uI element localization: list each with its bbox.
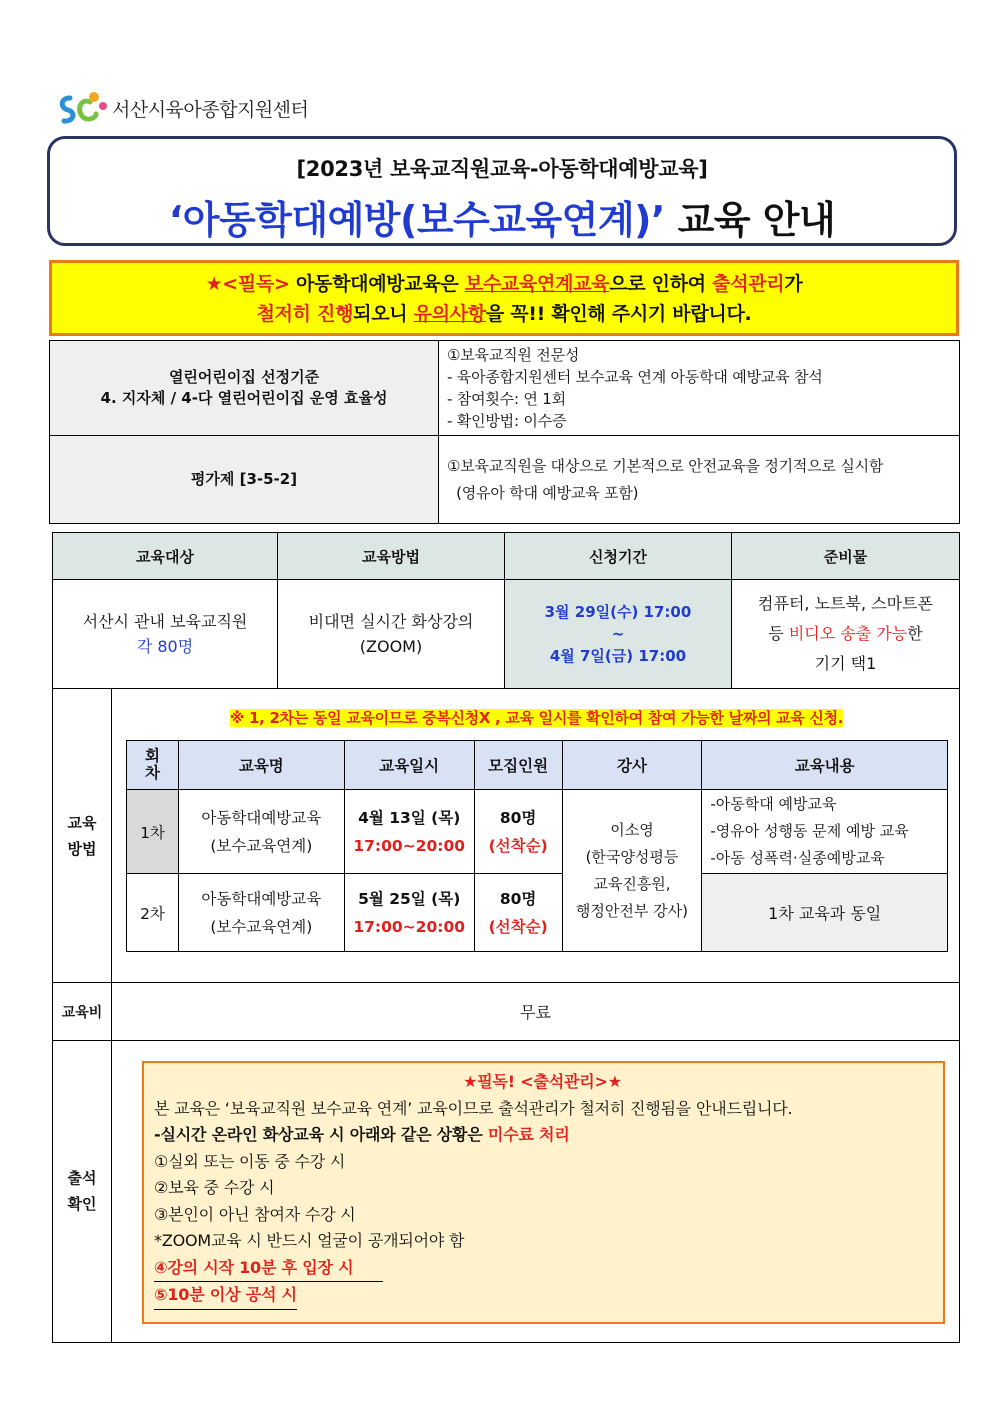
- notice-text: 되오니: [353, 303, 414, 325]
- period-start: 3월 29일(수) 17:00: [544, 603, 692, 621]
- supplies-text: 등: [768, 624, 789, 643]
- target-count: 각 80명: [136, 637, 194, 656]
- capacity-cell: [474, 874, 562, 952]
- target-line: 서산시 관내 보육교직원: [82, 612, 248, 631]
- attendance-label-line: 출석: [67, 1169, 97, 1188]
- instructor-line: 행정안전부 강사): [575, 901, 688, 920]
- criteria-table: [49, 340, 960, 524]
- header-period: 신청기간: [504, 533, 731, 580]
- attendance-label-line: 확인: [67, 1195, 97, 1214]
- name-line: 아동학대예방교육: [201, 889, 322, 908]
- education-info-table: [52, 532, 960, 1343]
- attendance-item: ③본인이 아닌 참여자 수강 시: [154, 1204, 356, 1224]
- page-title-quoted: ‘아동학대예방(보수교육연계)’: [168, 198, 665, 242]
- criteria-value-line: ①보육교직원 전문성: [447, 346, 580, 364]
- capacity-note: (선착순): [488, 836, 548, 855]
- attendance-item-red: [154, 1282, 931, 1310]
- notice-text: 으로 인하여: [609, 273, 713, 295]
- page-title-suffix: 교육 안내: [664, 198, 836, 242]
- attendance-item-red-text: ⑤10분 이상 공석 시: [154, 1282, 297, 1310]
- table-row: [127, 874, 948, 952]
- name-line: (보수교육연계): [210, 917, 313, 936]
- table-row: [53, 580, 960, 689]
- instructor-line: 이소영: [610, 820, 654, 839]
- datetime-cell: [344, 790, 474, 874]
- header-content: 교육내용: [702, 741, 948, 790]
- notice-text: 을 꼭!! 확인해 주시기 바랍니다.: [485, 303, 752, 325]
- criteria-label-line: 4. 지자체 / 4-다 열린어린이집 운영 효율성: [100, 389, 388, 407]
- edu-method-label-line: 교육: [67, 813, 97, 832]
- caution-text: ※ 1, 2차는 동일 교육이므로 중복신청X , 교육 일시를 확인하여 참여 가능한 날짜의 교육 신청.: [229, 709, 844, 727]
- target-cell: [53, 580, 278, 689]
- name-line: 아동학대예방교육: [201, 808, 322, 827]
- supplies-text: 한: [907, 624, 923, 643]
- session-table: [126, 740, 948, 952]
- capacity-cell: [474, 790, 562, 874]
- attendance-intro: 본 교육은 ‘보육교직원 보수교육 연계’ 교육이므로 출석관리가 철저히 진행됨을 안내드립니다.: [154, 1098, 793, 1118]
- capacity-text: 80명: [499, 808, 537, 827]
- fee-value: 무료: [112, 983, 960, 1041]
- content-cell: 1차 교육과 동일: [702, 874, 948, 952]
- date-text: 4월 13일 (목): [358, 808, 461, 827]
- attendance-item: ①실외 또는 이동 중 수강 시: [154, 1151, 346, 1171]
- supplies-line: 기기 택1: [814, 654, 877, 673]
- content-line: -아동 성폭력·실종예방교육: [710, 849, 885, 867]
- attendance-item: ②보육 중 수강 시: [154, 1178, 275, 1197]
- attendance-rule-highlight: 미수료 처리: [487, 1125, 570, 1144]
- name-cell: [178, 790, 344, 874]
- round-cell: 1차: [127, 790, 179, 874]
- method-line: (ZOOM): [359, 637, 423, 656]
- content-line: -영유아 성행동 문제 예방 교육: [710, 822, 909, 840]
- capacity-note: (선착순): [488, 917, 548, 936]
- table-row: [127, 741, 948, 790]
- edu-method-label-line: 방법: [67, 839, 97, 858]
- table-row: [53, 533, 960, 580]
- notice-highlight: 철저히 진행: [256, 303, 354, 325]
- period-separator: ~: [611, 625, 625, 643]
- supplies-line: 컴퓨터, 노트북, 스마트폰: [758, 594, 933, 613]
- round-cell: 2차: [127, 874, 179, 952]
- datetime-cell: [344, 874, 474, 952]
- header-target: 교육대상: [53, 533, 278, 580]
- instructor-line: (한국양성평등: [585, 847, 679, 866]
- period-cell: [504, 580, 731, 689]
- period-end: 4월 7일(금) 17:00: [549, 647, 687, 665]
- page-subtitle: [2023년 보육교직원교육-아동학대예방교육]: [296, 157, 708, 181]
- criteria-value-line: - 육아종합지원센터 보수교육 연계 아동학대 예방교육 참석: [447, 368, 823, 386]
- method-cell: [278, 580, 505, 689]
- date-text: 5월 25일 (목): [358, 889, 461, 908]
- attendance-title: ★필독! <출석관리>★: [463, 1072, 622, 1091]
- name-line: (보수교육연계): [210, 836, 313, 855]
- attendance-box: [142, 1061, 945, 1324]
- notice-text: 아동학대예방교육은: [289, 273, 465, 295]
- attendance-item-red: [154, 1255, 931, 1283]
- criteria-value-line: - 참여횟수: 연 1회: [447, 390, 566, 408]
- criteria-value-line: (영유아 학대 예방교육 포함): [447, 483, 639, 502]
- attendance-item: *ZOOM교육 시 반드시 얼굴이 공개되어야 함: [154, 1231, 465, 1250]
- criteria-label-line: 평가제 [3-5-2]: [190, 470, 298, 488]
- time-text: 17:00~20:00: [353, 917, 466, 936]
- table-row: [53, 689, 960, 983]
- notice-text: 가: [784, 273, 803, 295]
- time-text: 17:00~20:00: [353, 836, 466, 855]
- criteria-label-line: 열린어린이집 선정기준: [168, 368, 320, 386]
- attendance-rule-text: -실시간 온라인 화상교육 시 아래와 같은 상황은: [154, 1125, 488, 1144]
- edu-method-label: [53, 689, 112, 983]
- method-line: 비대면 실시간 화상강의: [308, 612, 474, 631]
- table-row: [53, 983, 960, 1041]
- criteria-label: [50, 436, 439, 524]
- title-box: [47, 136, 957, 246]
- table-row: [50, 436, 960, 524]
- capacity-text: 80명: [499, 889, 537, 908]
- attendance-label: [53, 1041, 112, 1343]
- header-instructor: 강사: [562, 741, 702, 790]
- supplies-line: [733, 619, 958, 649]
- header-name: 교육명: [178, 741, 344, 790]
- attendance-item-red-text: ④강의 시작 10분 후 입장 시: [154, 1255, 383, 1283]
- criteria-value: [439, 436, 960, 524]
- content-cell: [702, 790, 948, 874]
- criteria-value: [439, 341, 960, 436]
- org-logo-icon: [56, 88, 110, 128]
- page-title: [50, 189, 954, 244]
- fee-label: 교육비: [53, 983, 112, 1041]
- org-name: 서산시육아종합지원센터: [112, 98, 309, 121]
- notice-highlight: 유의사항: [413, 303, 486, 325]
- criteria-value-line: ①보육교직원을 대상으로 기본적으로 안전교육을 정기적으로 실시함: [447, 456, 884, 475]
- header-method: 교육방법: [278, 533, 505, 580]
- notice-highlight: 출석관리: [712, 273, 785, 295]
- table-row: [53, 1041, 960, 1343]
- instructor-cell: [562, 790, 702, 952]
- attendance-cell: [112, 1041, 960, 1343]
- header-round-line: 차: [144, 764, 160, 782]
- header-supplies: 준비물: [731, 533, 959, 580]
- supplies-cell: [731, 580, 959, 689]
- org-logo: [56, 88, 308, 128]
- header-round-line: 회: [144, 747, 160, 765]
- criteria-value-line: - 확인방법: 이수증: [447, 412, 567, 430]
- header-datetime: 교육일시: [344, 741, 474, 790]
- content-line: -아동학대 예방교육: [710, 795, 837, 813]
- criteria-label: [50, 341, 439, 436]
- table-row: [50, 341, 960, 436]
- attendance-rule: [154, 1122, 931, 1149]
- header-round: [127, 741, 179, 790]
- header-capacity: 모집인원: [474, 741, 562, 790]
- notice-highlight: 보수교육연계교육: [464, 273, 610, 295]
- notice-star: ★<필독>: [205, 273, 290, 295]
- name-cell: [178, 874, 344, 952]
- mandatory-notice: [49, 260, 959, 336]
- edu-method-cell: [112, 689, 960, 983]
- supplies-highlight: 비디오 송출 가능: [788, 624, 908, 643]
- instructor-line: 교육진흥원,: [593, 874, 671, 893]
- table-row: [127, 790, 948, 874]
